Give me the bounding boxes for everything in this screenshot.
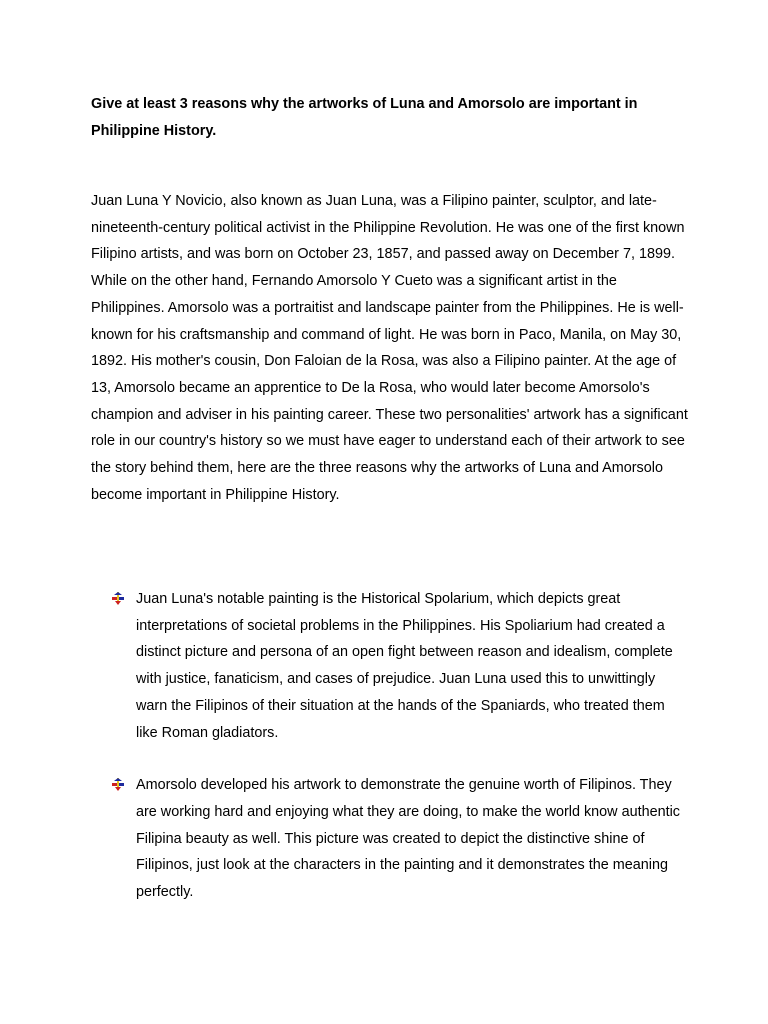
reason-text: Juan Luna's notable painting is the Historical Spolarium, which depicts great interpretations of societal problems in the Philippines. His Spoliarium had created a distinct picture and persona of an open fight between reason and idealism, complete with justice, fanaticism, and cases of prejudice. Juan Luna used this to unwittingly warn the Filipinos of their situation at the hands of the Spaniards, who treated them like Roman gladiators.: [136, 591, 673, 741]
arrow-cross-bullet-icon: [112, 592, 126, 606]
reasons-list: [0, 586, 768, 932]
question-heading: Give at least 3 reasons why the artworks of Luna and Amorsolo are important in Philippine History.: [91, 96, 638, 139]
intro-paragraph: Juan Luna Y Novicio, also known as Juan Luna, was a Filipino painter, sculptor, and late-nineteenth-century political activist in the Philippine Revolution. He was one of the first known Filipino artists, and was born on October 23, 1857, and passed away on December 7, 1899. While on the other hand, Fernando Amorsolo Y Cueto was a significant artist in the Philippines. Amorsolo was a portraitist and landscape painter from the Philippines. He is well-known for his craftsmanship and command of light. He was born in Paco, Manila, on May 30, 1892. His mother's cousin, Don Faloian de la Rosa, was also a Filipino painter. At the age of 13, Amorsolo became an apprentice to De la Rosa, who would later become Amorsolo's champion and adviser in his painting career. These two personalities' artwork has a significant role in our country's history so we must have eager to understand each of their artwork to see the story behind them, here are the three reasons why the artworks of Luna and Amorsolo become important in Philippine History.: [91, 193, 688, 503]
reason-text: Amorsolo developed his artwork to demonstrate the genuine worth of Filipinos. They are working hard and enjoying what they are doing, to make the world know authentic Filipina beauty as well. This picture was created to depict the distinctive shine of Filipinos, just look at the characters in the painting and it demonstrates the meaning perfectly.: [136, 777, 680, 901]
list-item: [0, 586, 686, 746]
arrow-cross-bullet-icon: [112, 778, 126, 792]
list-item: [0, 772, 686, 906]
